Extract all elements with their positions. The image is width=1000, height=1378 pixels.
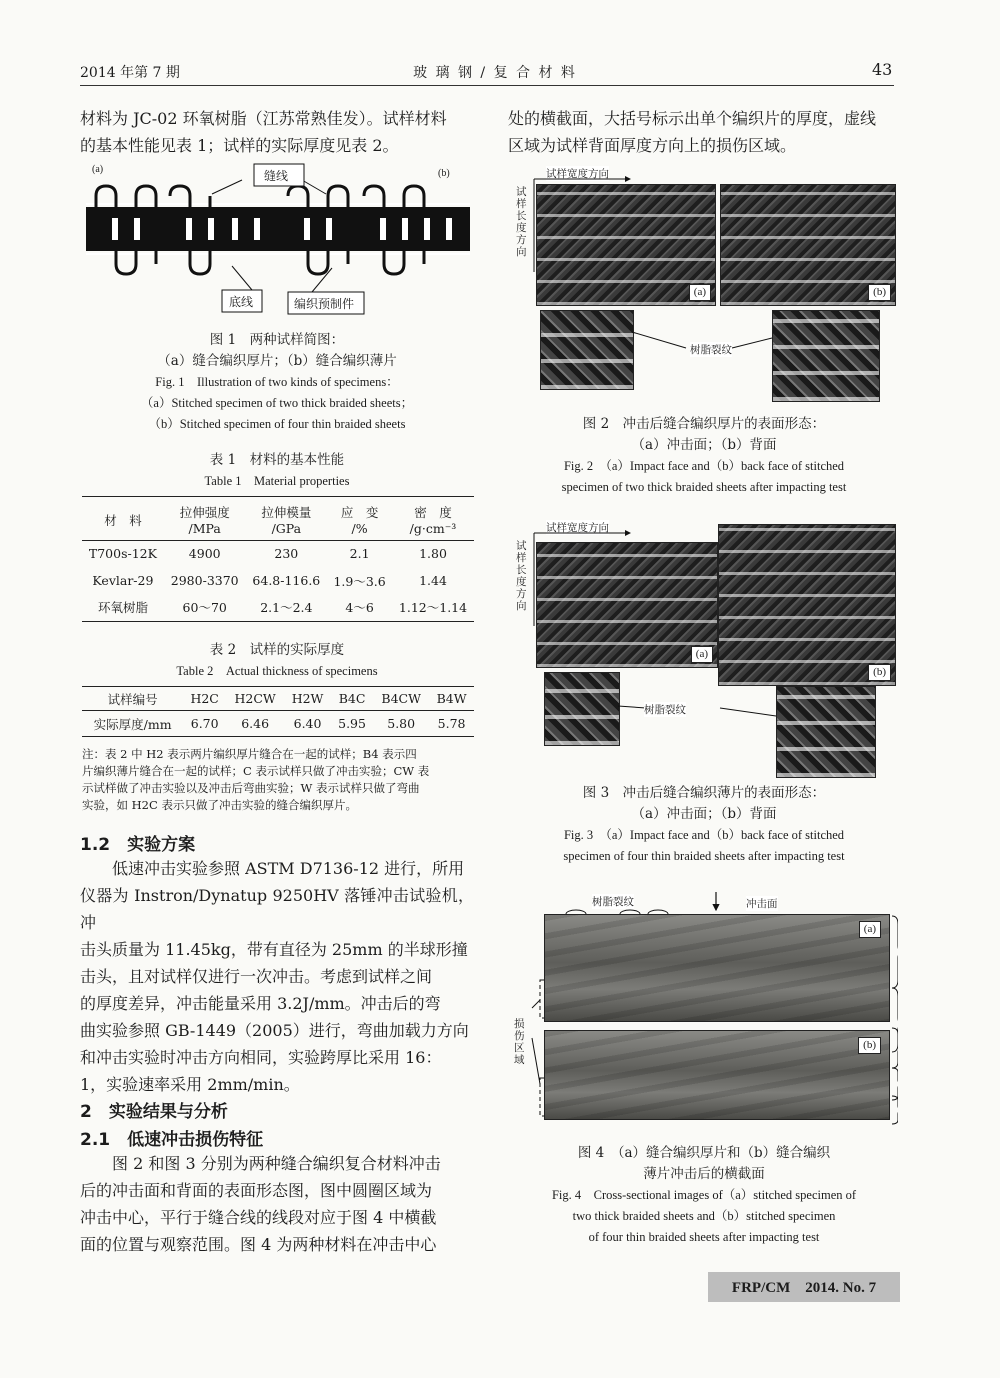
table-1-title-en: Table 1 Material properties	[204, 474, 350, 488]
figure-2-caption	[508, 414, 900, 498]
table-header-cell: 密 度 /g·cm⁻³	[409, 505, 457, 537]
running-header-issue: 2014 年第 7 期	[80, 65, 180, 81]
table-cell: 6.70	[190, 716, 219, 731]
photo-label-b: (b)	[868, 664, 891, 681]
table-header-cell: 材 料	[104, 512, 142, 528]
caption-en: specimen of four thin braided sheets after impacting test	[563, 849, 845, 863]
left-intro-paragraph	[80, 105, 474, 159]
table-header-cell: 拉伸模量 /GPa	[261, 505, 312, 537]
table-header-cell: H2CW	[234, 691, 276, 706]
text-line: 和冲击实验时冲击方向相同，实验跨厚比采用 16：	[80, 1048, 442, 1067]
table-cell: 5.80	[387, 716, 416, 731]
figure-4-caption	[508, 1143, 900, 1248]
figure-3-caption	[508, 783, 900, 867]
table-cell: 60～70	[182, 600, 227, 616]
table-header-cell: B4CW	[381, 691, 421, 706]
text-line: 的厚度差异，冲击能量采用 3.2J/mm。冲击后的弯	[80, 994, 441, 1013]
text-line: 处的横截面，大括号标示出单个编织片的厚度，虚线	[508, 109, 877, 128]
resin-crack-label: 树脂裂纹	[592, 896, 634, 908]
figure-2	[510, 162, 898, 402]
section-2-1-body	[80, 1150, 474, 1258]
section-heading: 1.2 实验方案	[80, 835, 196, 855]
text-line: 曲实验参照 GB-1449（2005）进行，弯曲加载力方向	[80, 1021, 469, 1040]
table-header-cell: 应 变 /%	[340, 505, 379, 537]
text-line: 击头，且对试样仅进行一次冲击。考虑到试样之间	[80, 967, 433, 986]
fig4-cross-section-a	[544, 914, 890, 1022]
table-cell: 64.8-116.6	[252, 573, 321, 588]
caption-zh: 薄片冲击后的横截面	[643, 1166, 765, 1182]
caption-en: of four thin braided sheets after impacting test	[588, 1230, 820, 1244]
caption-zh: （a）冲击面；（b）背面	[631, 806, 777, 822]
table-row	[82, 594, 474, 621]
table-header-row	[82, 687, 474, 711]
table-cell: 230	[274, 546, 299, 562]
caption-zh: 图 1 两种试样简图：	[209, 332, 345, 348]
fig1-preform-label: 编织预制件	[294, 297, 355, 311]
table-cell: 4～6	[345, 600, 374, 616]
fig1-label-a: (a)	[92, 164, 104, 175]
caption-en: two thick braided sheets and（b）stitched specimen	[572, 1209, 836, 1223]
text-line: 面的位置与观察范围。图 4 为两种材料在冲击中心	[80, 1235, 437, 1254]
table-cell: 2.1～2.4	[260, 600, 313, 616]
table-cell: 5.95	[338, 716, 366, 731]
impact-face-label: 冲击面	[746, 898, 778, 910]
fig3-crack-leaders	[510, 516, 898, 778]
caption-zh: （a）缝合编织厚片；（b）缝合编织薄片	[157, 353, 397, 369]
caption-zh: 图 3 冲击后缝合编织薄片的表面形态：	[582, 785, 826, 801]
running-header-journal: 玻 璃 钢 / 复 合 材 料	[413, 65, 577, 81]
right-intro-paragraph	[508, 105, 900, 159]
text-line: 低速冲击实验参照 ASTM D7136-12 进行，所用	[80, 859, 465, 878]
table-cell: 1.12～1.14	[398, 600, 468, 616]
table-1	[82, 500, 474, 622]
resin-crack-label: 树脂裂纹	[644, 704, 686, 716]
text-line: 仪器为 Instron/Dynatup 9250HV 落锤冲击试验机，冲	[80, 886, 474, 932]
caption-en: （a）Stitched specimen of two thick braided sheets；	[140, 396, 414, 410]
photo-label-b: (b)	[868, 284, 891, 301]
fig1-stitch-label: 缝线	[264, 169, 289, 183]
table-row	[82, 540, 474, 567]
table-cell: 4900	[188, 546, 221, 562]
caption-zh: 图 2 冲击后缝合编织厚片的表面形态：	[582, 416, 826, 432]
table-header-cell: B4C	[338, 691, 366, 706]
table-cell: 6.40	[293, 716, 322, 731]
photo-label-a: (a)	[691, 646, 713, 663]
fig1-bottom-thread-label: 底线	[229, 295, 254, 309]
caption-en: Fig. 4 Cross-sectional images of（a）stitched specimen of	[551, 1188, 857, 1202]
length-direction-label: 试样长度方向	[516, 186, 527, 258]
photo-label-a: (a)	[689, 284, 711, 301]
fig2-crack-leaders	[510, 162, 898, 402]
length-direction-label: 试样长度方向	[516, 540, 527, 612]
footer-journal-issue: FRP/CM 2014. No. 7	[731, 1280, 877, 1296]
table-cell: T700s-12K	[88, 546, 157, 562]
table-cell: 5.78	[437, 716, 466, 731]
table-2-title-zh: 表 2 试样的实际厚度	[209, 642, 345, 658]
table-header-cell: B4W	[436, 691, 467, 706]
note-line: 片编织薄片缝合在一起的试样；C 表示试样只做了冲击实验；CW 表	[82, 764, 430, 778]
photo-label-b: (b)	[858, 1037, 881, 1054]
figure-4	[510, 888, 898, 1132]
figure-1	[82, 160, 474, 320]
note-line: 示试样做了冲击实验以及冲击后弯曲实验；W 表示试样只做了弯曲	[82, 781, 420, 795]
note-line: 注：表 2 中 H2 表示两片编织厚片缝合在一起的试样；B4 表示四	[82, 747, 417, 761]
caption-en: Fig. 2 （a）Impact face and（b）back face of stitched	[563, 459, 845, 473]
table-header-cell: H2C	[190, 691, 219, 706]
table-1-top-rule	[82, 496, 474, 497]
text-line: 1，实验速率采用 2mm/min。	[80, 1075, 300, 1094]
table-1-title-zh: 表 1 材料的基本性能	[209, 452, 345, 468]
fig1-label-b: (b)	[438, 168, 450, 179]
damage-zone-label: 损伤区域	[514, 1018, 525, 1066]
table-cell: Kevlar-29	[92, 573, 154, 588]
section-heading: 2 实验结果与分析	[80, 1102, 228, 1122]
caption-en: （b）Stitched specimen of four thin braided sheets	[148, 417, 406, 431]
note-line: 实验，如 H2C 表示只做了冲击实验的缝合编织厚片。	[82, 798, 357, 812]
text-line: 后的冲击面和背面的表面形态图，图中圆圈区域为	[80, 1181, 433, 1200]
caption-zh: 图 4 （a）缝合编织厚片和（b）缝合编织	[577, 1145, 831, 1161]
table-cell: 1.9～3.6	[333, 573, 386, 589]
text-line: 的基本性能见表 1；试样的实际厚度见表 2。	[80, 136, 399, 155]
table-row	[82, 711, 474, 737]
table-header-cell: 试样编号	[107, 691, 158, 707]
table-cell: 6.46	[241, 716, 270, 731]
text-line: 击头质量为 11.45kg，带有直径为 25mm 的半球形撞	[80, 940, 468, 959]
table-cell: 1.80	[419, 546, 447, 562]
table-2-note	[82, 746, 474, 814]
text-line: 材料为 JC-02 环氧树脂（江苏常熟佳发）。试样材料	[80, 109, 447, 128]
table-2-title-en: Table 2 Actual thickness of specimens	[176, 664, 378, 678]
caption-en: specimen of two thick braided sheets after impacting test	[561, 480, 847, 494]
caption-en: Fig. 1 Illustration of two kinds of specimens：	[155, 375, 399, 389]
fig4-cross-section-b	[544, 1030, 890, 1120]
section-1-2-body	[80, 855, 474, 1098]
width-direction-label: 试样宽度方向	[546, 522, 609, 534]
header-rule	[80, 85, 894, 86]
table-header-row	[82, 500, 474, 540]
table-cell: 1.44	[419, 573, 447, 588]
text-line: 冲击中心，平行于缝合线的线段对应于图 4 中横截	[80, 1208, 437, 1227]
photo-label-a: (a)	[859, 921, 881, 938]
figure-3	[510, 516, 898, 778]
figure-1-caption	[80, 330, 474, 435]
text-line: 图 2 和图 3 分别为两种缝合编织复合材料冲击	[80, 1154, 441, 1173]
table-cell: 2.1	[349, 546, 370, 562]
width-direction-label: 试样宽度方向	[546, 168, 609, 180]
table-row	[82, 567, 474, 594]
text-line: 区域为试样背面厚度方向上的损伤区域。	[508, 136, 797, 155]
subsection-heading: 2.1 低速冲击损伤特征	[80, 1130, 264, 1150]
table-cell: 实际厚度/mm	[93, 716, 172, 732]
resin-crack-label: 树脂裂纹	[690, 344, 732, 356]
table-cell: 环氧树脂	[97, 600, 148, 616]
table-cell: 2980-3370	[170, 573, 239, 588]
caption-zh: （a）冲击面；（b）背面	[631, 437, 777, 453]
fig1-schematic	[82, 160, 474, 320]
table-header-cell: H2W	[291, 691, 324, 706]
table-2	[82, 686, 474, 737]
page-number: 43	[872, 60, 893, 79]
caption-en: Fig. 3 （a）Impact face and（b）back face of stitched	[563, 828, 845, 842]
table-header-cell: 拉伸强度 /MPa	[179, 505, 230, 537]
